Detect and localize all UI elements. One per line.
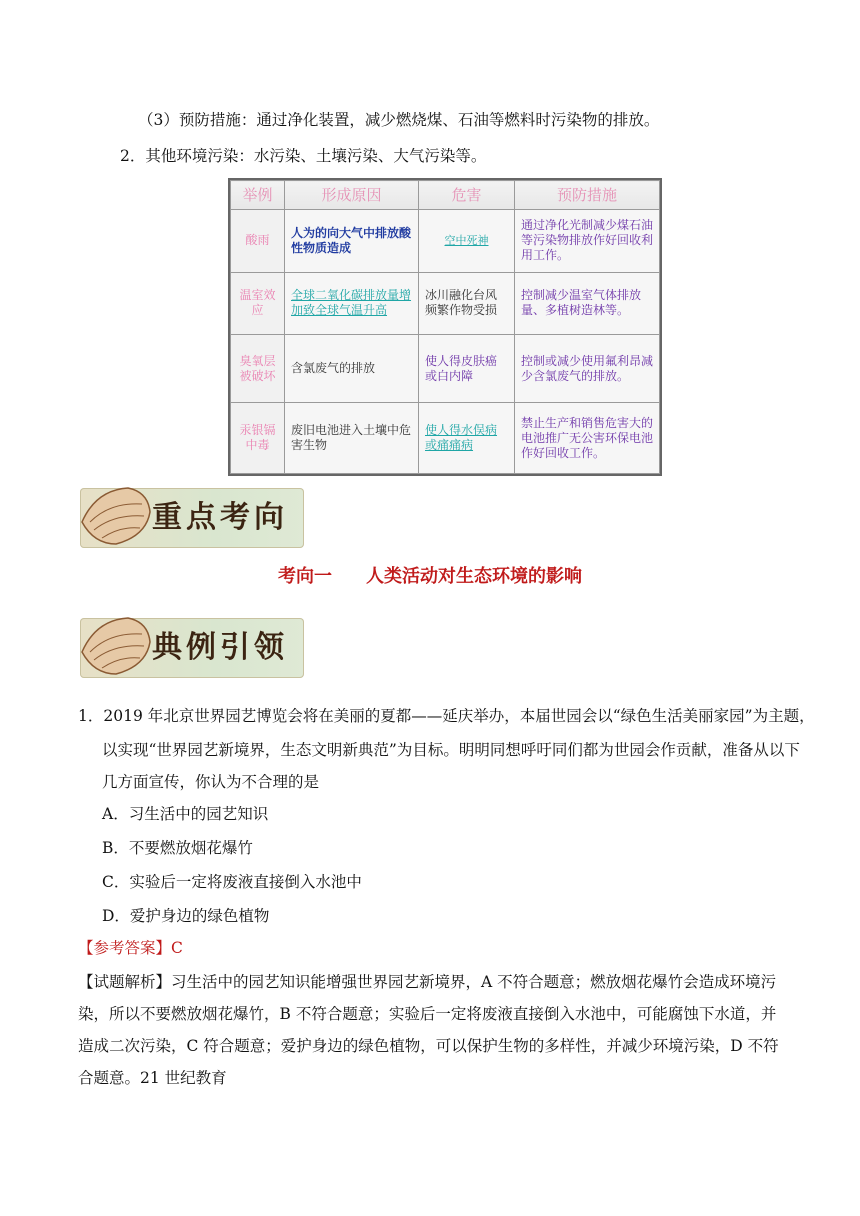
answer-value: C [171, 939, 183, 957]
analysis-block [78, 966, 783, 1094]
banner-title: 重点考向 [152, 500, 288, 535]
option-c: C．实验后一定将废液直接倒入水池中 [102, 873, 362, 891]
example-lead-banner [80, 618, 304, 678]
analysis-line: 造成二次污染，C 符合题意；爱护身边的绿色植物，可以保护生物的多样性，并减少环境污染，D 不符 [78, 1037, 779, 1055]
table-row [231, 272, 660, 334]
row-cause: 废旧电池进入土壤中危害生物 [285, 403, 419, 474]
header-prevention: 预防措施 [515, 181, 660, 210]
analysis-line: 【试题解析】习生活中的园艺知识能增强世界园艺新境界，A 不符合题意；燃放烟花爆竹会造成环境污 [78, 973, 777, 991]
option-b: B．不要燃放烟花爆竹 [102, 839, 253, 857]
header-harm: 危害 [419, 181, 515, 210]
row-prevention: 控制减少温室气体排放量、多植树造林等。 [515, 272, 660, 334]
row-harm: 使人得水俣病或痛痛病 [419, 403, 515, 474]
row-example: 酸雨 [231, 210, 285, 272]
prevention-text: （3）预防措施：通过净化装置，减少燃烧煤、石油等燃料时污染物的排放。 [138, 111, 660, 129]
header-cause: 形成原因 [285, 181, 419, 210]
banner-title: 典例引领 [152, 630, 288, 665]
header-example: 举例 [231, 181, 285, 210]
section-number: 考向一 [278, 566, 332, 587]
shell-icon [76, 482, 154, 550]
question-line: 以实现“世界园艺新境界，生态文明新典范”为目标。明明同想呼吁同们都为世园会作贡献，准备从以下 [102, 741, 800, 759]
table-row [231, 403, 660, 474]
option-d: D．爱护身边的绿色植物 [102, 907, 270, 925]
analysis-label: 【试题解析】 [78, 973, 172, 991]
row-example: 汞银镉中毒 [231, 403, 285, 474]
key-direction-banner [80, 488, 304, 548]
row-example: 臭氧层被破坏 [231, 335, 285, 403]
row-prevention: 控制或减少使用氟利昂减少含氯废气的排放。 [515, 335, 660, 403]
row-example: 温室效应 [231, 272, 285, 334]
row-prevention: 通过净化光制减少煤石油等污染物排放作好回收利用工作。 [515, 210, 660, 272]
pollution-table [228, 178, 662, 476]
row-cause: 含氯废气的排放 [285, 335, 419, 403]
answer-line [78, 938, 183, 958]
table-row [231, 335, 660, 403]
option-a: A．习生活中的园艺知识 [102, 805, 269, 823]
table-header-row [231, 181, 660, 210]
row-harm: 空中死神 [419, 210, 515, 272]
analysis-line: 合题意。21 世纪教育 [78, 1069, 227, 1087]
question-line: 1．2019 年北京世界园艺博览会将在美丽的夏都——延庆举办，本届世园会以“绿色生活美丽家园”为主题， [78, 707, 815, 725]
analysis-line: 染，所以不要燃放烟花爆竹，B 不符合题意；实验后一定将废液直接倒入水池中，可能腐蚀下水道，并 [78, 1005, 777, 1023]
row-harm: 冰川融化台风频繁作物受损 [419, 272, 515, 334]
shell-icon [76, 612, 154, 680]
other-pollution-text: 2．其他环境污染：水污染、土壤污染、大气污染等。 [120, 147, 487, 165]
section-heading: 人类活动对生态环境的影响 [366, 566, 582, 587]
table-row [231, 210, 660, 272]
row-harm: 使人得皮肤癌或白内障 [419, 335, 515, 403]
section-title [0, 566, 860, 588]
row-cause: 人为的向大气中排放酸性物质造成 [285, 210, 419, 272]
question-line: 几方面宣传，你认为不合理的是 [102, 773, 320, 791]
answer-label: 【参考答案】 [78, 939, 172, 957]
row-prevention: 禁止生产和销售危害大的电池推广无公害环保电池作好回收工作。 [515, 403, 660, 474]
row-cause: 全球二氧化碳排放量增加致全球气温升高 [285, 272, 419, 334]
